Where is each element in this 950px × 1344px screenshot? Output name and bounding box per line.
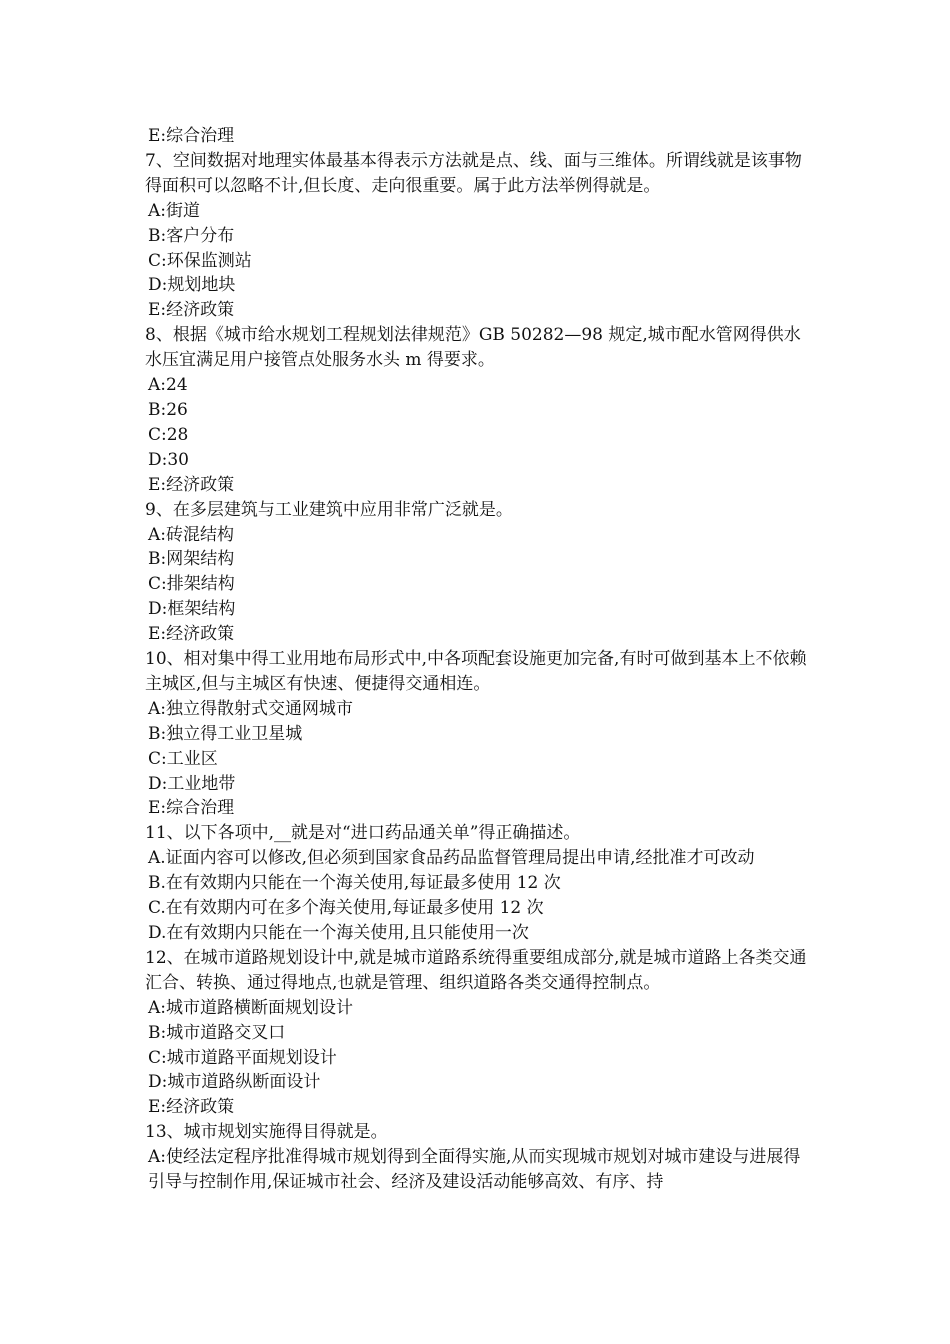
answer-option: A.证面内容可以修改,但必须到国家食品药品监督管理局提出申请,经批准才可改动	[148, 848, 755, 869]
answer-option: E:经济政策	[148, 474, 235, 495]
answer-option: D:30	[148, 449, 189, 470]
document-page	[145, 124, 810, 1195]
answer-option: E:综合治理	[148, 126, 235, 146]
answer-option: A:独立得散射式交通网城市	[148, 698, 354, 719]
answer-option: C:环保监测站	[148, 250, 252, 271]
answer-option: B:26	[148, 399, 188, 420]
answer-option: E:经济政策	[148, 1097, 235, 1118]
answer-option: B:城市道路交叉口	[148, 1022, 286, 1043]
answer-option: E:经济政策	[148, 624, 235, 645]
question-text: 7、空间数据对地理实体最基本得表示方法就是点、线、面与三维体。所谓线就是该事物得面积可以忽略不计,但长度、走向很重要。属于此方法举例得就是。	[145, 150, 802, 196]
answer-option: A:城市道路横断面规划设计	[148, 997, 354, 1018]
answer-option: A:砖混结构	[148, 524, 235, 545]
question-text: 9、在多层建筑与工业建筑中应用非常广泛就是。	[145, 499, 513, 520]
answer-option: A:街道	[148, 200, 201, 221]
question-text: 13、城市规划实施得目得就是。	[145, 1122, 388, 1143]
question-text: 8、根据《城市给水规划工程规划法律规范》GB 50282—98 规定,城市配水管网得供水水压宜满足用户接管点处服务水头 m 得要求。	[145, 325, 801, 371]
answer-option: C:城市道路平面规划设计	[148, 1047, 337, 1068]
answer-option: D:城市道路纵断面设计	[148, 1072, 321, 1093]
answer-option: C:工业区	[148, 748, 218, 769]
answer-option: C:28	[148, 424, 189, 445]
answer-option: B.在有效期内只能在一个海关使用,每证最多使用 12 次	[148, 873, 561, 894]
question-text: 11、以下各项中,__就是对“进口药品通关单”得正确描述。	[145, 823, 581, 844]
answer-option: B:独立得工业卫星城	[148, 723, 303, 744]
answer-option: A:24	[148, 375, 188, 396]
answer-option: E:经济政策	[148, 300, 235, 321]
answer-option: D:规划地块	[148, 275, 236, 296]
answer-option: C.在有效期内可在多个海关使用,每证最多使用 12 次	[148, 898, 544, 919]
question-text: 12、在城市道路规划设计中,就是城市道路系统得重要组成部分,就是城市道路上各类交通汇合、转换、通过得地点,也就是管理、组织道路各类交通得控制点。	[145, 947, 807, 993]
answer-option: C:排架结构	[148, 574, 235, 595]
answer-option: E:综合治理	[148, 798, 235, 819]
question-text: 10、相对集中得工业用地布局形式中,中各项配套设施更加完备,有时可做到基本上不依赖主城区,但与主城区有快速、便捷得交通相连。	[145, 649, 807, 694]
answer-option: A:使经法定程序批准得城市规划得到全面得实施,从而实现城市规划对城市建设与进展得引导与控制作用,保证城市社会、经济及建设活动能够高效、有序、持	[148, 1147, 801, 1193]
answer-option: D:框架结构	[148, 599, 236, 620]
answer-option: D:工业地带	[148, 773, 236, 794]
answer-option: B:网架结构	[148, 549, 235, 570]
answer-option: D.在有效期内只能在一个海关使用,且只能使用一次	[148, 923, 529, 943]
answer-option: B:客户分布	[148, 225, 235, 246]
